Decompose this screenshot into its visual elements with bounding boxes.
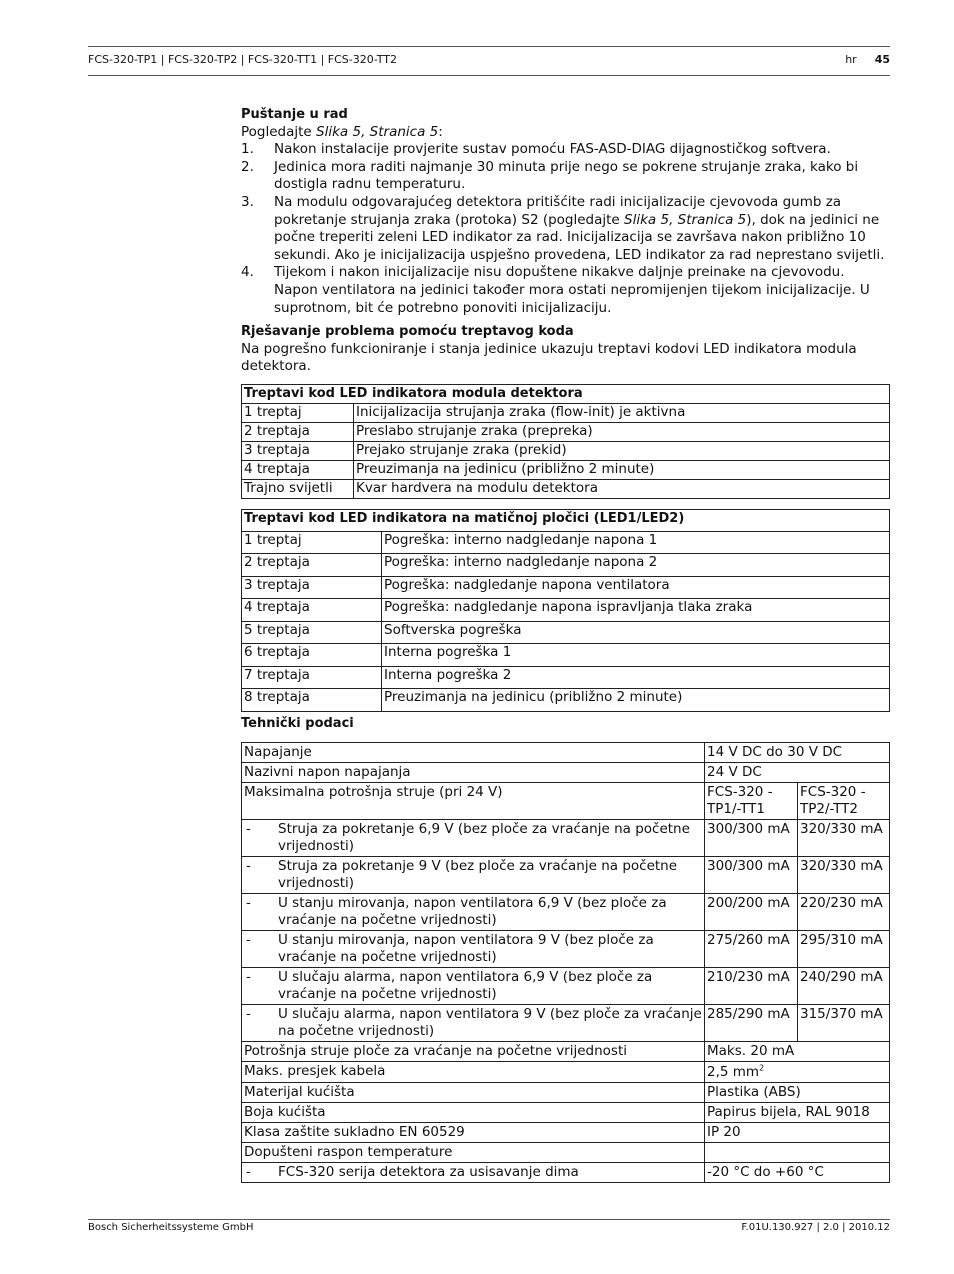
spec-label: Dopušteni raspon temperature — [242, 1142, 705, 1162]
table-row — [242, 1102, 890, 1122]
spec-value: 295/310 mA — [798, 930, 890, 967]
table-row — [242, 782, 890, 819]
detector-blink-table — [241, 384, 890, 499]
step-number: 3. — [241, 193, 254, 210]
table-row — [242, 441, 890, 460]
table-row — [242, 930, 890, 967]
table-title: Treptavi kod LED indikatora modula detektora — [242, 384, 890, 403]
blink-meaning: Prejako strujanje zraka (prekid) — [354, 441, 890, 460]
spec-label: U stanju mirovanja, napon ventilatora 6,9 V (bez ploče za vraćanje na početne vrijednosti) — [278, 894, 667, 928]
blink-code: Trajno svijetli — [242, 479, 354, 498]
blink-code: 3 treptaja — [242, 441, 354, 460]
blink-code: 3 treptaja — [242, 576, 382, 599]
table-row — [242, 460, 890, 479]
commissioning-title: Puštanje u rad — [241, 107, 348, 122]
table-row — [242, 1061, 890, 1082]
spec-label: FCS-320 serija detektora za usisavanje dima — [278, 1163, 579, 1180]
table-row — [242, 531, 890, 554]
dash-marker: - — [246, 857, 251, 874]
dash-marker: - — [246, 931, 251, 948]
page-footer — [88, 1219, 890, 1233]
intro-prefix: Pogledajte — [241, 123, 317, 140]
table-row — [242, 967, 890, 1004]
table-row — [242, 742, 890, 762]
tech-data-table — [241, 742, 890, 1183]
table-row — [242, 689, 890, 712]
spec-col-header: FCS-320 -TP1/-TT1 — [705, 782, 798, 819]
page-header — [88, 46, 890, 76]
dash-marker: - — [246, 968, 251, 985]
table-row — [242, 576, 890, 599]
table-row — [242, 422, 890, 441]
table-row — [242, 1142, 890, 1162]
blink-code: 7 treptaja — [242, 666, 382, 689]
spec-label: Materijal kućišta — [242, 1082, 705, 1102]
step-number: 4. — [241, 264, 254, 281]
blink-meaning: Preuzimanja na jedinicu (približno 2 minute) — [382, 689, 890, 712]
table-row — [242, 479, 890, 498]
blink-code: 1 treptaj — [242, 531, 382, 554]
step-text: Nakon instalacije provjerite sustav pomoću FAS-ASD-DIAG dijagnostičkog softvera. — [274, 141, 831, 158]
troubleshooting-text: Na pogrešno funkcioniranje i stanja jedinice ukazuju treptavi kodovi LED indikatora modula detektora. — [241, 340, 857, 375]
footer-company: Bosch Sicherheitssysteme GmbH — [88, 1222, 254, 1233]
table-row — [242, 666, 890, 689]
spec-value: 315/370 mA — [798, 1004, 890, 1041]
commissioning-intro — [241, 124, 890, 142]
spec-col-header: FCS-320 -TP2/-TT2 — [798, 782, 890, 819]
blink-code: 5 treptaja — [242, 621, 382, 644]
blink-meaning: Kvar hardvera na modulu detektora — [354, 479, 890, 498]
table-row — [242, 1041, 890, 1061]
spec-value: 200/200 mA — [705, 893, 798, 930]
spec-label: Klasa zaštite sukladno EN 60529 — [242, 1122, 705, 1142]
commissioning-steps — [241, 141, 890, 317]
spec-label: Maksimalna potrošnja struje (pri 24 V) — [242, 782, 705, 819]
blink-meaning: Pogreška: interno nadgledanje napona 2 — [382, 554, 890, 577]
blink-meaning: Preuzimanja na jedinicu (približno 2 minute) — [354, 460, 890, 479]
spec-value — [705, 1142, 890, 1162]
table-row — [242, 403, 890, 422]
blink-code: 1 treptaj — [242, 403, 354, 422]
spec-value: 320/330 mA — [798, 856, 890, 893]
cable-superscript: 2 — [759, 1063, 765, 1072]
spec-label: Maks. presjek kabela — [242, 1061, 705, 1082]
table-row — [242, 554, 890, 577]
step-number: 2. — [241, 158, 254, 175]
step-text: Tijekom i nakon inicijalizacije nisu dopuštene nikakve daljnje preinake na cjevovodu. Napon ventilatora na jedinici također mora ostati nepromijenjen tijekom inicijalizacije. U suprotnom, bit će potrebno ponoviti inicijalizaciju. — [274, 264, 870, 316]
blink-meaning: Softverska pogreška — [382, 621, 890, 644]
troubleshooting-title: Rješavanje problema pomoću treptavog koda — [241, 324, 574, 340]
blink-meaning: Interna pogreška 1 — [382, 644, 890, 667]
spec-value: Plastika (ABS) — [705, 1082, 890, 1102]
spec-value: 14 V DC do 30 V DC — [705, 742, 890, 762]
blink-code: 6 treptaja — [242, 644, 382, 667]
table-row — [242, 644, 890, 667]
spec-value: 24 V DC — [705, 762, 890, 782]
header-lang: hr — [845, 53, 857, 66]
blink-meaning: Preslabo strujanje zraka (prepreka) — [354, 422, 890, 441]
list-item — [241, 159, 890, 194]
table-row — [242, 819, 890, 856]
table-row — [242, 1162, 890, 1182]
spec-value: 275/260 mA — [705, 930, 798, 967]
step-text: Jedinica mora raditi najmanje 30 minuta prije nego se pokrene strujanje zraka, kako bi dostigla radnu temperaturu. — [274, 158, 859, 193]
tech-title: Tehnički podaci — [241, 715, 354, 731]
header-right — [845, 53, 890, 66]
blink-meaning: Interna pogreška 2 — [382, 666, 890, 689]
table-row — [242, 893, 890, 930]
spec-label: Napajanje — [242, 742, 705, 762]
spec-label: Boja kućišta — [242, 1102, 705, 1122]
spec-value: 220/230 mA — [798, 893, 890, 930]
spec-value: Papirus bijela, RAL 9018 — [705, 1102, 890, 1122]
blink-code: 4 treptaja — [242, 460, 354, 479]
blink-code: 2 treptaja — [242, 422, 354, 441]
spec-value: 300/300 mA — [705, 819, 798, 856]
intro-ref-link[interactable]: Slika 5, Stranica 5 — [316, 123, 439, 140]
spec-value: Maks. 20 mA — [705, 1041, 890, 1061]
header-models: FCS-320-TP1 | FCS-320-TP2 | FCS-320-TT1 | FCS-320-TT2 — [88, 53, 397, 66]
spec-value: IP 20 — [705, 1122, 890, 1142]
page-content — [241, 106, 890, 1183]
intro-suffix: : — [438, 123, 443, 140]
footer-docref: F.01U.130.927 | 2.0 | 2010.12 — [741, 1222, 890, 1233]
list-item — [241, 194, 890, 264]
spec-label: Struja za pokretanje 9 V (bez ploče za vraćanje na početne vrijednosti) — [278, 857, 678, 891]
cable-value: 2,5 mm — [707, 1063, 760, 1080]
spec-value: -20 °C do +60 °C — [705, 1162, 890, 1182]
table-row — [242, 621, 890, 644]
blink-meaning: Pogreška: interno nadgledanje napona 1 — [382, 531, 890, 554]
blink-code: 2 treptaja — [242, 554, 382, 577]
step-text: Na modulu odgovarajućeg detektora pritišćite radi inicijalizacije cjevovoda gumb za pokretanje strujanja zraka (protoka) S2 (pogledajte — [274, 193, 842, 228]
list-item — [241, 264, 890, 317]
table-row — [242, 1004, 890, 1041]
spec-value: 300/300 mA — [705, 856, 798, 893]
spec-label: U stanju mirovanja, napon ventilatora 9 V (bez ploče za vraćanje na početne vrijednosti) — [278, 931, 654, 965]
blink-meaning: Inicijalizacija strujanja zraka (flow-init) je aktivna — [354, 403, 890, 422]
blink-meaning: Pogreška: nadgledanje napona ispravljanja tlaka zraka — [382, 599, 890, 622]
step-ref-link[interactable]: Slika 5, Stranica 5 — [624, 211, 747, 228]
spec-label: U slučaju alarma, napon ventilatora 6,9 V (bez ploče za vraćanje na početne vrijednosti) — [278, 968, 653, 1002]
table-row — [242, 762, 890, 782]
spec-value: 285/290 mA — [705, 1004, 798, 1041]
table-row — [242, 599, 890, 622]
list-item — [241, 141, 890, 159]
table-title: Treptavi kod LED indikatora na matičnoj pločici (LED1/LED2) — [242, 509, 890, 531]
dash-marker: - — [246, 1163, 251, 1180]
table-row — [242, 1082, 890, 1102]
step-number: 1. — [241, 141, 254, 158]
spec-label: Potrošnja struje ploče za vraćanje na početne vrijednosti — [242, 1041, 705, 1061]
table-row — [242, 856, 890, 893]
spec-value: 320/330 mA — [798, 819, 890, 856]
dash-marker: - — [246, 820, 251, 837]
spec-value: 240/290 mA — [798, 967, 890, 1004]
spec-label: Struja za pokretanje 6,9 V (bez ploče za vraćanje na početne vrijednosti) — [278, 820, 690, 854]
spec-label: Nazivni napon napajanja — [242, 762, 705, 782]
spec-label: U slučaju alarma, napon ventilatora 9 V (bez ploče za vraćanje na početne vrijednosti) — [278, 1005, 702, 1039]
page-number: 45 — [874, 53, 890, 66]
mainboard-blink-table — [241, 509, 890, 712]
spec-value: 210/230 mA — [705, 967, 798, 1004]
blink-code: 4 treptaja — [242, 599, 382, 622]
blink-code: 8 treptaja — [242, 689, 382, 712]
dash-marker: - — [246, 894, 251, 911]
dash-marker: - — [246, 1005, 251, 1022]
blink-meaning: Pogreška: nadgledanje napona ventilatora — [382, 576, 890, 599]
table-row — [242, 1122, 890, 1142]
step-text: ), dok na jedinici ne počne treperiti zeleni LED indikator za rad. Inicijalizacija se završava nakon približno 10 sekundi. Ako je inicijalizacija uspješno provedena, LED indikator za rad neprestano svijetli. — [274, 211, 885, 263]
spec-value — [705, 1061, 890, 1082]
